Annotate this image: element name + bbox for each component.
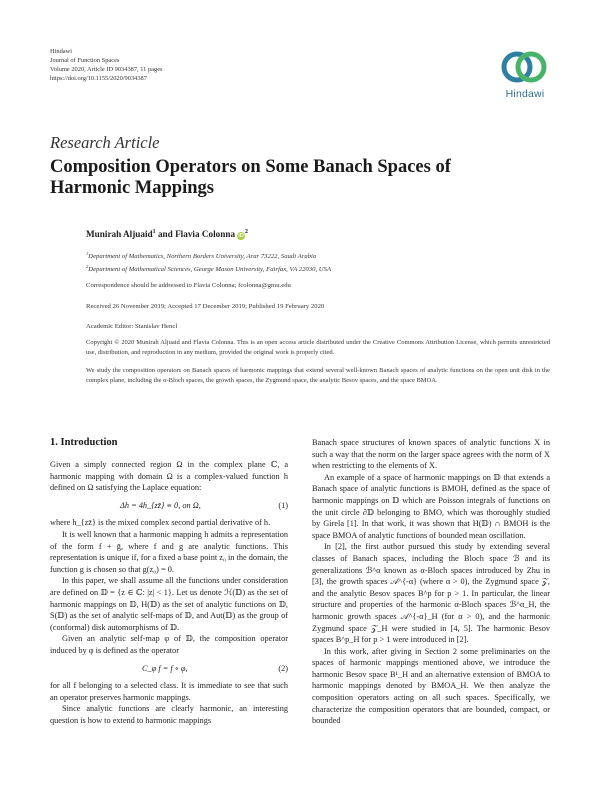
affiliation-number: 1 — [86, 251, 89, 256]
author-list — [86, 229, 248, 240]
publication-dates: Received 26 November 2019; Accepted 17 December 2019; Published 19 February 2020 — [86, 303, 325, 310]
paragraph: In this paper, we shall assume all the functions under consideration are defined on 𝔻 = {z ∈ ℂ: |z| < 1}. Let us denote ℋ(𝔻) as the set of harmonic mappings on 𝔻, H(𝔻) as the set of analytic functions on 𝔻, S(𝔻) as the set of analytic self-maps of 𝔻, and Aut(𝔻) as the group of (conformal) disk automorphisms of 𝔻. — [50, 576, 288, 632]
paragraph: Given an analytic self-map φ of 𝔻, the composition operator induced by φ is defined as the operator — [50, 634, 288, 655]
equation-number: (2) — [278, 663, 288, 673]
paragraph: In this work, after giving in Section 2 some preliminaries on the spaces of harmonic mappings mentioned above, we introduce the harmonic Besov space B¹_H and an alternative extension of BMOA to harmonic mappings denoted by BMOA_H. We then analyze the composition operators acting on all such spaces. Specifically, we characterize the composition operators that are bounded, compact, or bounded — [312, 646, 550, 726]
author-name: Flavia Colonna — [175, 229, 236, 240]
equation-2 — [142, 663, 288, 675]
paragraph: where h_{zz̄} is the mixed complex second partial derivative of h. — [50, 518, 271, 528]
author-conjunction: and — [155, 229, 176, 240]
paragraph: It is well known that a harmonic mapping h admits a representation of the form f + ḡ, where f and g are analytic functions. This representation is unique if, for a fixed a base point z₀ in the domain, the function g is chosen so that g(z₀) = 0. — [50, 529, 288, 574]
paragraph: for all f belonging to a selected class. It is immediate to see that such an operator preserves harmonic mappings. — [50, 681, 288, 702]
left-column — [50, 459, 288, 726]
publisher-name: Hindawi — [50, 48, 73, 55]
affiliation-marker: 2 — [245, 229, 249, 235]
copyright-notice: Copyright © 2020 Munirah Aljuaid and Flavia Colonna. This is an open access article distributed under the Creative Commons Attribution License, which permits unrestricted use, distribution, and reproduction in any medium, provided the original work is properly cited. — [86, 339, 550, 356]
paragraph: Since analytic functions are clearly harmonic, an interesting question is how to extend to harmonic mappings — [50, 704, 288, 725]
equation-body: C_φ f = f ∘ φ, — [142, 663, 188, 673]
section-heading: 1. Introduction — [50, 437, 118, 448]
affiliation-text: Department of Mathematics, Northern Borders University, Arar 73222, Saudi Arabia — [88, 253, 317, 261]
equation-1 — [120, 500, 288, 512]
orcid-icon[interactable]: iD — [238, 233, 244, 240]
author-name: Munirah Aljuaid — [86, 229, 153, 240]
affiliation — [86, 264, 331, 273]
doi-link[interactable]: https://doi.org/10.1155/2020/9034387 — [50, 75, 147, 82]
article-type: Research Article — [50, 133, 160, 152]
equation-body: Δh = 4h_{zz̄} ≡ 0, on Ω, — [120, 500, 201, 510]
article-title: Composition Operators on Some Banach Spaces of Harmonic Mappings — [50, 157, 451, 198]
paragraph: In [2], the first author pursued this study by extending several classes of Banach spaces, including the Bloch space ℬ and its generalizations ℬ^α known as α-Bloch spaces introduced by Zhu in [3], the growth spaces 𝒜^{-α} (where α > 0), the Zygmund space 𝒵, and the analytic Besov spaces B^p for p > 1. In particular, the linear structure and properties of the harmonic α-Bloch spaces ℬ^α_H, the harmonic growth spaces 𝒜^{-α}_H (for α > 0), and the harmonic Zygmund space 𝒵_H were studied in [4, 5]. The harmonic Besov spaces B^p_H for p > 1 were introduced in [2]. — [312, 542, 550, 645]
affiliation — [86, 251, 316, 260]
journal-metadata — [50, 47, 163, 83]
paragraph: Given a simply connected region Ω in the complex plane ℂ, a harmonic mapping with domain Ω is a complex-valued function h defined on Ω satisfying the Laplace equation: — [50, 460, 288, 493]
correspondence: Correspondence should be addressed to Flavia Colonna; fcolonna@gmu.edu — [86, 282, 291, 289]
affiliation-marker: 1 — [152, 229, 156, 235]
logo-wordmark: Hindawi — [505, 88, 545, 100]
equation-number: (1) — [278, 500, 288, 510]
affiliation-text: Department of Mathematical Sciences, George Mason University, Fairfax, VA 22030, USA — [88, 266, 332, 274]
hindawi-logo[interactable] — [499, 48, 551, 100]
affiliation-number: 2 — [86, 264, 89, 269]
volume-info: Volume 2020, Article ID 9034387, 11 pages — [50, 66, 163, 73]
paragraph: An example of a space of harmonic mappings on 𝔻 that extends a Banach space of analytic functions is BMOH, defined as the space of harmonic mappings on 𝔻 which are Poisson integrals of functions on the unit circle ∂𝔻 belonging to BMO, which was thoroughly studied by Girela [1]. In that work, it was shown that H(𝔻) ∩ BMOH is the space BMOA of analytic functions of bounded mean oscillation. — [312, 472, 550, 540]
right-column — [312, 437, 550, 727]
journal-name: Journal of Function Spaces — [50, 57, 120, 64]
academic-editor: Academic Editor: Stanislav Hencl — [86, 323, 178, 330]
paragraph: Banach space structures of known spaces of analytic functions X in such a way that the norm on the larger space agrees with the norm of X when restricting to the elements of X. — [312, 438, 550, 471]
abstract: We study the composition operators on Banach spaces of harmonic mappings that extend several well-known Banach spaces of analytic functions on the open unit disk in the complex plane, including the α-Bloch spaces, the growth spaces, the Zygmund space, the analytic Besov spaces, and the space BMOA. — [86, 367, 550, 384]
hindawi-logo-icon — [499, 48, 551, 88]
